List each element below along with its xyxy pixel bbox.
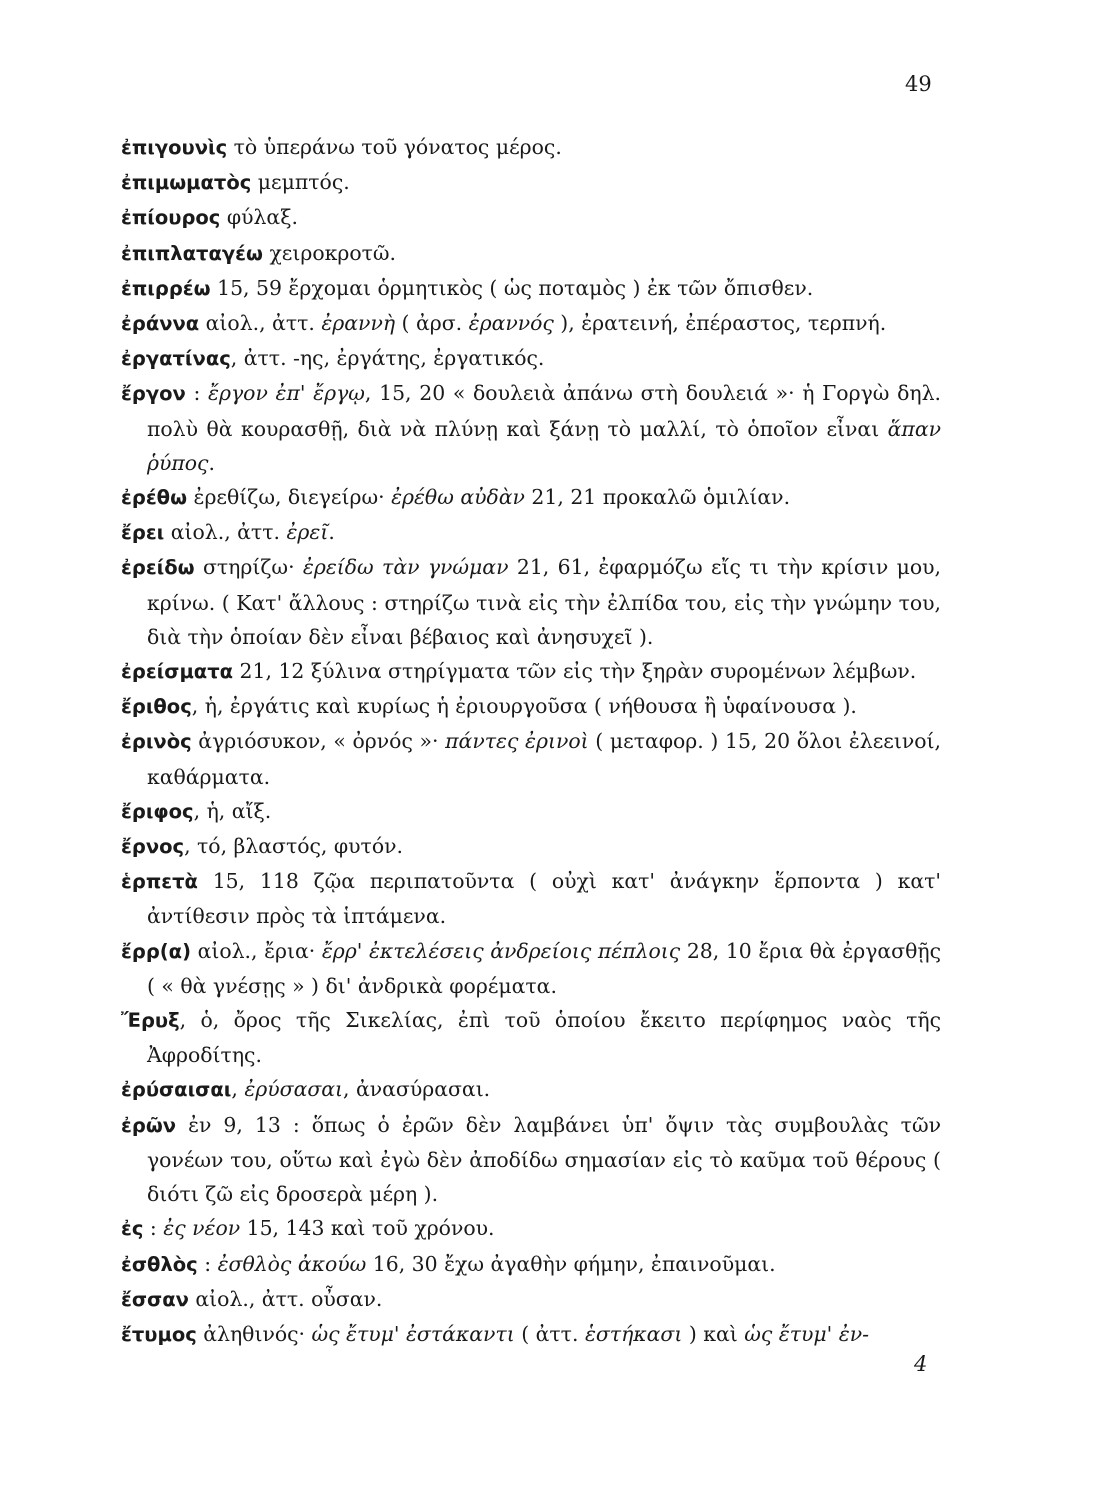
glossary-entry [121, 200, 941, 235]
entry-text: 15, 59 ἔρχομαι ὁρμητικὸς ( ὡς ποταμὸς ) ἐκ τῶν ὄπισθεν. [210, 275, 814, 300]
entry-text: , τό, βλαστός, φυτόν. [184, 834, 403, 859]
entry-text: ἀγριόσυκον, « ὀρνός »· [191, 729, 446, 754]
entry-text: ), ἐρατεινή, ἐπέραστος, τερπνή. [553, 311, 887, 336]
glossary-entry [121, 829, 941, 864]
entry-headword: ἐρῶν [121, 1113, 177, 1137]
entry-text: τὸ ὑπεράνω τοῦ γόνατος μέρος. [227, 135, 562, 159]
entry-text: , ἡ, ἐργάτις καὶ κυρίως ἡ ἐριουργοῦσα ( νήθουσα ἢ ὑφαίνουσα ). [191, 694, 857, 719]
entry-headword: ἔρνος [121, 835, 185, 859]
glossary-entry [121, 341, 941, 376]
signature-mark: 4 [914, 1352, 928, 1376]
glossary-entry [121, 165, 941, 200]
entry-headword: ἔρρ(α) [121, 939, 191, 963]
glossary-entry [121, 306, 941, 341]
entry-headword: ἔριθος [121, 695, 192, 719]
entry-citation: πάντες ἐρινοὶ [445, 729, 589, 754]
entry-text: 15, 143 καὶ τοῦ χρόνου. [240, 1216, 495, 1241]
entry-headword: ἐρύσαισαι [121, 1078, 232, 1102]
entry-headword: ἔτυμος [121, 1322, 197, 1346]
entry-headword: ἐρείσματα [121, 660, 234, 684]
glossary-entry [121, 515, 941, 550]
entry-citation: ἑστήκασι [584, 1321, 683, 1346]
entry-text: , ὁ, ὄρος τῆς Σικελίας, ἐπὶ τοῦ ὁποίου ἔκειτο περίφημος ναὸς τῆς Ἀφροδίτης. [147, 1008, 941, 1068]
glossary-entry [121, 864, 941, 933]
glossary-entry [121, 1247, 941, 1282]
entry-headword: ἐπιπλαταγέω [121, 241, 263, 265]
glossary-entry [121, 689, 941, 724]
entry-citation: ἐσθλὸς ἀκούω [217, 1251, 367, 1276]
glossary-entry [121, 1211, 941, 1246]
glossary-entry [121, 480, 941, 515]
entry-headword: ἐράννα [121, 312, 200, 336]
glossary-entry [121, 934, 941, 1003]
entry-citation: ἔρρ' ἐκτελέσεις ἀνδρείοις πέπλοις [321, 938, 681, 963]
entry-text: . [208, 450, 215, 475]
entry-headword: ἔρει [121, 521, 165, 545]
entry-text: αἰολ., ἔρια· [191, 938, 322, 963]
entry-text: ) καὶ [682, 1321, 745, 1346]
entry-text: 21, 12 ξύλινα στηρίγματα τῶν εἰς τὴν ξηρὰν συρομένων λέμβων. [233, 659, 917, 684]
entry-citation: ὡς ἔτυμ' ἐν- [744, 1321, 869, 1346]
entry-citation: ἔργον ἐπ' ἔργῳ [208, 381, 365, 406]
entry-headword: ἐργατίνας [121, 347, 231, 371]
entry-text: : [197, 1251, 218, 1276]
entry-text: ( ἀρσ. [395, 311, 469, 336]
entry-text: : [143, 1216, 164, 1241]
entry-citation: ἐρέθω αὐδὰν [391, 485, 525, 510]
entry-text: ἐν 9, 13 : ὅπως ὁ ἐρῶν δὲν λαμβάνει ὑπ' ὄψιν τὰς συμβουλὰς τῶν γονέων του, οὕτω καὶ ἐγὼ δὲν ἀποδίδω σημασίαν εἰς τὸ καῦμα τοῦ θέρους ( διότι ζῶ εἰς δροσερὰ μέρη ). [147, 1112, 941, 1207]
entry-text: χειροκροτῶ. [262, 240, 397, 265]
entry-headword: Ἔρυξ [121, 1009, 180, 1033]
entry-text: . [328, 520, 335, 545]
entry-text: , ἡ, αἴξ. [193, 798, 272, 823]
entry-text: : [185, 381, 209, 406]
glossary-entry [121, 1317, 941, 1352]
entry-text: 21, 61, ἐφαρμόζω εἴς τι τὴν κρίσιν μου, κρίνω. ( Κατ' ἄλλους : στηρίζω τινὰ εἰς τὴν ἐλπίδα του, εἰς τὴν γνώμην του, διὰ τὴν ὁποίαν δὲν εἶναι βέβαιος καὶ ἀνησυχεῖ ). [147, 555, 941, 649]
glossary-entry [121, 271, 941, 306]
entry-headword: ἐπιρρέω [121, 276, 211, 300]
entry-citation: ἐραννὴ [321, 311, 396, 336]
entry-text: 16, 30 ἔχω ἀγαθὴν φήμην, ἐπαινοῦμαι. [366, 1251, 776, 1276]
entry-headword: ἐρείδω [121, 556, 195, 580]
entry-text: αἰολ., ἀττ. [199, 311, 322, 336]
entry-headword: ἔσσαν [121, 1287, 189, 1311]
glossary-entry [121, 1003, 941, 1072]
entry-text: , 15, 20 « δουλειὰ ἀπάνω στὴ δουλειά »· ἡ Γοργὼ δηλ. πολὺ θὰ κουρασθῇ, διὰ νὰ πλύνῃ καὶ ξάνῃ τὸ μαλλί, τὸ ὁποῖον εἶναι [147, 381, 941, 441]
entry-citation: ἐρείδω τὰν γνώμαν [302, 555, 509, 580]
entry-headword: ἐπιγουνὶς [121, 136, 228, 159]
entry-headword: ἐρέθω [121, 486, 188, 510]
entry-text: 15, 118 ζῷα περιπατοῦντα ( οὐχὶ κατ' ἀνάγκην ἕρποντα ) κατ' ἀντίθεσιν πρὸς τὰ ἱπτάμενα. [147, 869, 941, 929]
entry-text: ( μεταφορ. ) 15, 20 ὅλοι ἐλεεινοί, καθάρματα. [147, 729, 941, 789]
entry-headword: ἐπιμωματὸς [121, 171, 252, 195]
page-number: 49 [905, 72, 932, 96]
entry-text: αἰολ., ἀττ. οὖσαν. [188, 1286, 383, 1311]
entry-text: , ἀνασύρασαι. [343, 1077, 491, 1102]
entry-text: ἀληθινός· [196, 1321, 312, 1346]
entry-headword: ἑρπετὰ [121, 870, 198, 894]
glossary-entry [121, 724, 941, 793]
entry-text: μεμπτός. [251, 170, 350, 195]
entry-text: φύλαξ. [220, 205, 298, 230]
entry-text: 28, 10 ἔρια θὰ ἐργασθῇς ( « θὰ γνέσῃς » ) δι' ἀνδρικὰ φορέματα. [147, 938, 941, 998]
glossary-entries [121, 130, 941, 1352]
entry-headword: ἐπίουρος [121, 206, 221, 230]
entry-headword: ἐρινὸς [121, 730, 192, 754]
entry-headword: ἐς [121, 1217, 144, 1241]
entry-citation: ὡς ἔτυμ' ἐστάκαντι [311, 1321, 515, 1346]
glossary-entry [121, 1108, 941, 1212]
glossary-entry [121, 1282, 941, 1317]
entry-headword: ἐσθλὸς [121, 1252, 198, 1276]
entry-citation: ἅπαν ῥύπος [147, 416, 941, 475]
entry-citation: ἐρύσασαι [244, 1077, 344, 1102]
glossary-entry [121, 550, 941, 654]
glossary-entry [121, 1072, 941, 1107]
entry-text: , [231, 1077, 245, 1102]
entry-text: 21, 21 προκαλῶ ὁμιλίαν. [524, 485, 791, 510]
entry-text: ἐρεθίζω, διεγείρω· [187, 485, 392, 510]
entry-headword: ἔριφος [121, 799, 194, 823]
entry-citation: ἐρεῖ [286, 520, 329, 545]
glossary-entry [121, 376, 941, 480]
glossary-entry [121, 130, 941, 165]
entry-text: αἰολ., ἀττ. [164, 520, 287, 545]
glossary-entry [121, 236, 941, 271]
entry-headword: ἔργον [121, 382, 186, 406]
entry-text: ( ἀττ. [514, 1321, 585, 1346]
entry-text: , ἀττ. -ης, ἐργάτης, ἐργατικός. [230, 346, 545, 371]
entry-citation: ἐς νέον [163, 1216, 241, 1241]
glossary-entry [121, 794, 941, 829]
glossary-entry [121, 654, 941, 689]
entry-text: στηρίζω· [194, 555, 303, 580]
entry-citation: ἐραννός [468, 311, 554, 336]
